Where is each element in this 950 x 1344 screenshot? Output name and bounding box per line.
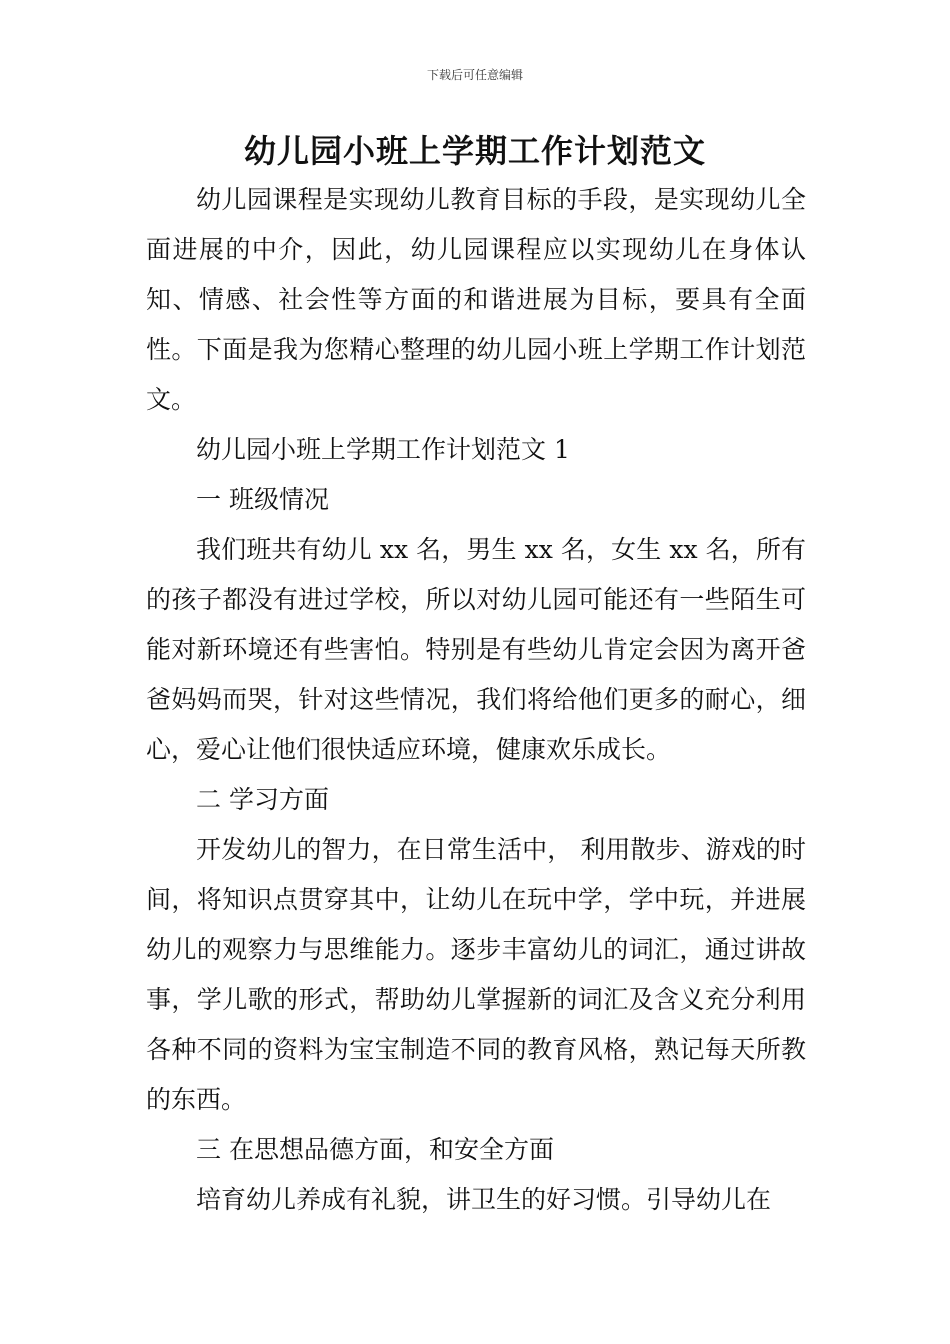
learning-paragraph: 开发幼儿的智力，在日常生活中， 利用散步、游戏的时间，将知识点贯穿其中，让幼儿在玩中学，学中玩，并进展幼儿的观察力与思维能力。逐步丰富幼儿的词汇，通过讲故事，学儿歌的形式，帮助幼儿掌握新的词汇及含义充分利用各种不同的资料为宝宝制造不同的教育风格，熟记每天所教的东西。 <box>146 835 806 1114</box>
document-title: 幼儿园小班上学期工作计划范文 <box>243 132 706 170</box>
morality-paragraph: 培育幼儿养成有礼貌，讲卫生的好习惯。引导幼儿在 <box>196 1185 772 1214</box>
section-heading-morality-safety: 三 在思想品德方面，和安全方面 <box>196 1135 554 1164</box>
header-note: 下载后可任意编辑 <box>426 68 523 82</box>
document-body <box>146 175 806 1225</box>
intro-paragraph: 幼儿园课程是实现幼儿教育目标的手段，是实现幼儿全面进展的中介，因此，幼儿园课程应以实现幼儿在身体认知、情感、社会性等方面的和谐进展为目标，要具有全面性。下面是我为您精心整理的幼儿园小班上学期工作计划范文。 <box>146 185 806 414</box>
section-heading-plan-1: 幼儿园小班上学期工作计划范文 1 <box>196 435 570 464</box>
section-heading-learning: 二 学习方面 <box>196 785 329 814</box>
section-heading-class-situation: 一 班级情况 <box>196 485 329 514</box>
class-situation-paragraph: 我们班共有幼儿 xx 名，男生 xx 名，女生 xx 名，所有的孩子都没有进过学校，所以对幼儿园可能还有一些陌生可能对新环境还有些害怕。特别是有些幼儿肯定会因为离开爸爸妈妈而哭，针对这些情况，我们将给他们更多的耐心，细心，爱心让他们很快适应环境，健康欢乐成长。 <box>146 535 806 764</box>
